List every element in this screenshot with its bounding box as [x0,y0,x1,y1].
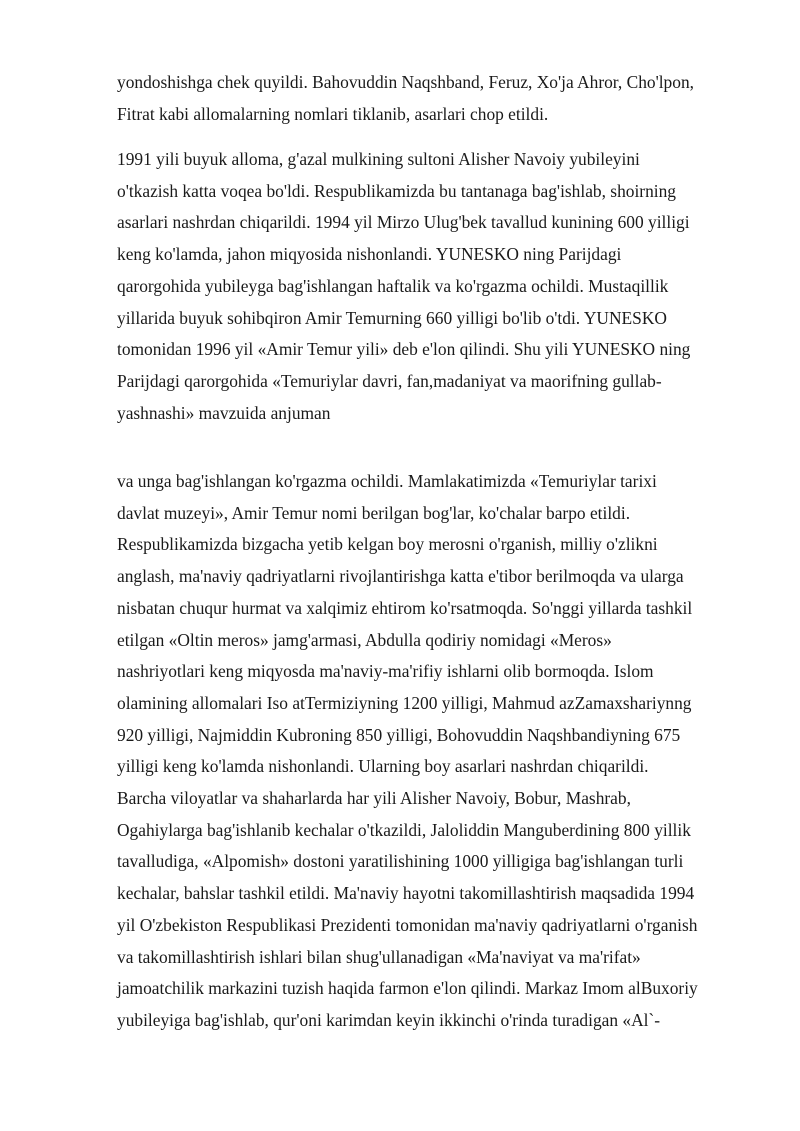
paragraph-2 [117,144,747,429]
text-line: o'tkazish katta voqea bo'ldi. Respublikamizda bu tantanaga bag'ishlab, shoirning [117,180,677,201]
paragraph-1 [117,67,747,130]
text-line: va unga bag'ishlangan ko'rgazma ochildi. Mamlakatimizda «Temuriylar tarixi [117,471,657,491]
text-line: nisbatan chuqur hurmat va xalqimiz ehtirom ko'rsatmoqda. So'nggi yillarda tashkil [117,597,693,618]
text-line: kechalar, bahslar tashkil etildi. Ma'naviy hayotni takomillashtirish maqsadida 1994 [117,883,695,904]
paragraph-3 [117,466,747,1037]
text-line: keng ko'lamda, jahon miqyosida nishonlandi. YUNESKO ning Parijdagi [117,244,622,265]
text-line: yillarida buyuk sohibqiron Amir Temurning 660 yilligi bo'lib o'tdi. YUNESKO [117,307,667,328]
text-line: va takomillashtirish ishlari bilan shug'ullanadigan «Ma'naviyat va ma'rifat» [117,946,641,967]
text-line: anglash, ma'naviy qadriyatlarni rivojlantirishga katta e'tibor berilmoqda va ularga [117,566,684,587]
text-line: olamining allomalari Iso atTermiziyning 1200 yilligi, Mahmud azZamaxshariynng [117,692,692,713]
text-line: yilligi keng ko'lamda nishonlandi. Ularning boy asarlari nashrdan chiqarildi. [117,756,649,777]
text-line: Parijdagi qarorgohida «Temuriylar davri, fan,madaniyat va maorifning gullab- [117,370,662,391]
text-line: yil O'zbekiston Respublikasi Prezidenti tomonidan ma'naviy qadriyatlarni o'rganish [117,914,698,935]
text-line: nashriyotlari keng miqyosda ma'naviy-ma'rifiy ishlarni olib bormoqda. Islom [117,661,654,682]
text-line: Barcha viloyatlar va shaharlarda har yili Alisher Navoiy, Bobur, Mashrab, [117,788,631,809]
text-line: etilgan «Oltin meros» jamg'armasi, Abdulla qodiriy nomidagi «Meros» [117,629,612,650]
text-line: Fitrat kabi allomalarning nomlari tiklanib, asarlari chop etildi. [117,103,549,124]
text-line: yubileyiga bag'ishlab, qur'oni karimdan keyin ikkinchi o'rinda turadigan «Al`- [117,1009,661,1030]
text-line: jamoatchilik markazini tuzish haqida farmon e'lon qilindi. Markaz Imom alBuxoriy [117,978,698,999]
text-line: asarlari nashrdan chiqarildi. 1994 yil Mirzo Ulug'bek tavallud kunining 600 yilligi [117,212,690,233]
text-line: tavalludiga, «Alpomish» dostoni yaratilishining 1000 yilligiga bag'ishlangan turli [117,851,684,872]
text-line: 1991 yili buyuk alloma, g'azal mulkining sultoni Alisher Navoiy yubileyini [117,149,640,169]
text-line: Respublikamizda bizgacha yetib kelgan boy merosni o'rganish, milliy o'zlikni [117,534,658,555]
text-line: yondoshishga chek quyildi. Bahovuddin Naqshband, Feruz, Xo'ja Ahror, Cho'lpon, [117,72,694,92]
text-line: qarorgohida yubileyga bag'ishlangan haftalik va ko'rgazma ochildi. Mustaqillik [117,275,669,296]
text-line: davlat muzeyi», Amir Temur nomi berilgan bog'lar, ko'chalar barpo etildi. [117,502,631,523]
text-line: tomonidan 1996 yil «Amir Temur yili» deb e'lon qilindi. Shu yili YUNESKO ning [117,339,691,360]
text-line: yashnashi» mavzuida anjuman [117,402,331,423]
text-line: 920 yilligi, Najmiddin Kubroning 850 yilligi, Bohovuddin Naqshbandiyning 675 [117,724,681,745]
text-line: Ogahiylarga bag'ishlanib kechalar o'tkazildi, Jaloliddin Manguberdining 800 yillik [117,819,691,840]
